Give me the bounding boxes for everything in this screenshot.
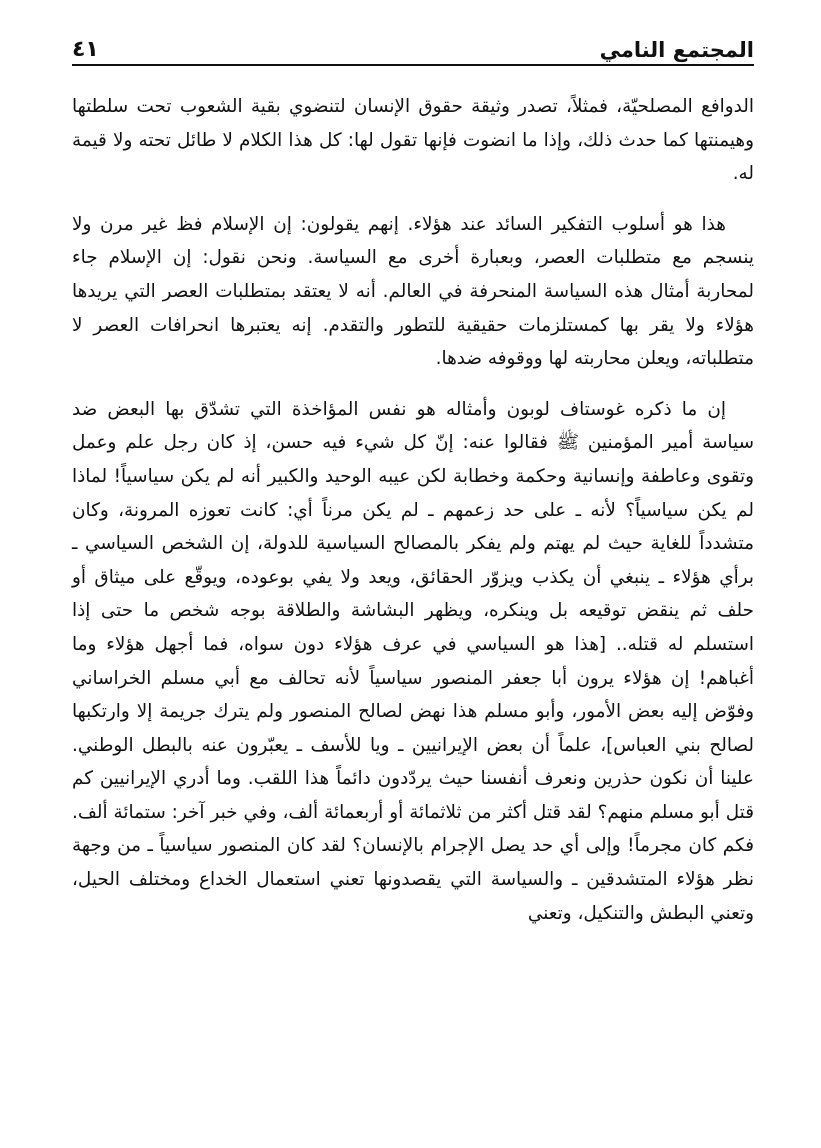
page-number: ٤١ <box>72 37 99 62</box>
page-content <box>72 22 754 947</box>
paragraph: إن ما ذكره غوستاف لوبون وأمثاله هو نفس المؤاخذة التي تشدّق بها البعض ضد سياسة أمير المؤمنين ﷺ فقالوا عنه: إنّ كل شيء فيه حسن، إذ كان رجل علم وعمل وتقوى وعاطفة وإنسانية وحكمة وخطابة لكن عيبه الوحيد والكبير أنه لم يكن سياسياً! لماذا لم يكن سياسياً؟ لأنه ـ على حد زعمهم ـ لم يكن مرناً أي: كانت تعوزه المرونة، وكان متشدداً للغاية حيث لم يهتم ولم يفكر بالمصالح السياسية للدولة، إن الشخص السياسي ـ برأي هؤلاء ـ ينبغي أن يكذب ويزوّر الحقائق، ويعد ولا يفي بوعوده، ويوقّع على ميثاق أو حلف ثم ينقض توقيعه بل وينكره، ويظهر البشاشة والطلاقة بوجه شخص ما حتى إذا استسلم له قتله.. [هذا هو السياسي في عرف هؤلاء دون سواه، فما أجهل هؤلاء وما أغباهم! إن هؤلاء يرون أبا جعفر المنصور سياسياً لأنه تحالف مع أبي مسلم الخراساني وفوّض إليه بعض الأمور، وأبو مسلم هذا نهض لصالح المنصور ولم يترك جريمة إلا وارتكبها لصالح بني العباس]، علماً أن بعض الإيرانيين ـ ويا للأسف ـ يعبّرون عنه بالبطل الوطني. علينا أن نكون حذرين ونعرف أنفسنا حيث يردّدون دائماً هذا اللقب. وما أدري الإيرانيين كم قتل أبو مسلم منهم؟ لقد قتل أكثر من ثلاثمائة أو أربعمائة ألف، وفي خبر آخر: ستمائة ألف. فكم كان مجرماً! وإلى أي حد يصل الإجرام بالإنسان؟ لقد كان المنصور سياسياً ـ من وجهة نظر هؤلاء المتشدقين ـ والسياسة التي يقصدونها تعني استعمال الخداع ومختلف الحيل، وتعني البطش والتنكيل، وتعني <box>72 398 754 924</box>
body-text <box>72 90 754 930</box>
running-title: المجتمع النامي <box>599 38 754 62</box>
paragraph: هذا هو أسلوب التفكير السائد عند هؤلاء. إنهم يقولون: إن الإسلام فظ غير مرن ولا ينسجم مع متطلبات العصر، وبعبارة أخرى مع السياسة. ونحن نقول: إن الإسلام جاء لمحاربة أمثال هذه السياسة المنحرفة في العالم. أنه لا يعتقد بمتطلبات العصر التي يريدها هؤلاء ولا يقر بها كمستلزمات حقيقية للتطور والتقدم. إنه يعتبرها انحرافات العصر لا متطلباته، ويعلن محاربته لها ووقوفه ضدها. <box>72 213 754 370</box>
header-divider <box>72 64 754 66</box>
paragraph: الدوافع المصلحيّة، فمثلاً، تصدر وثيقة حقوق الإنسان لتنضوي بقية الشعوب تحت سلطتها وهيمنتها كما حدث ذلك، وإذا ما انضوت فإنها تقول لها: كل هذا الكلام لا طائل تحته ولا قيمة له. <box>72 96 754 185</box>
running-header <box>72 22 754 62</box>
